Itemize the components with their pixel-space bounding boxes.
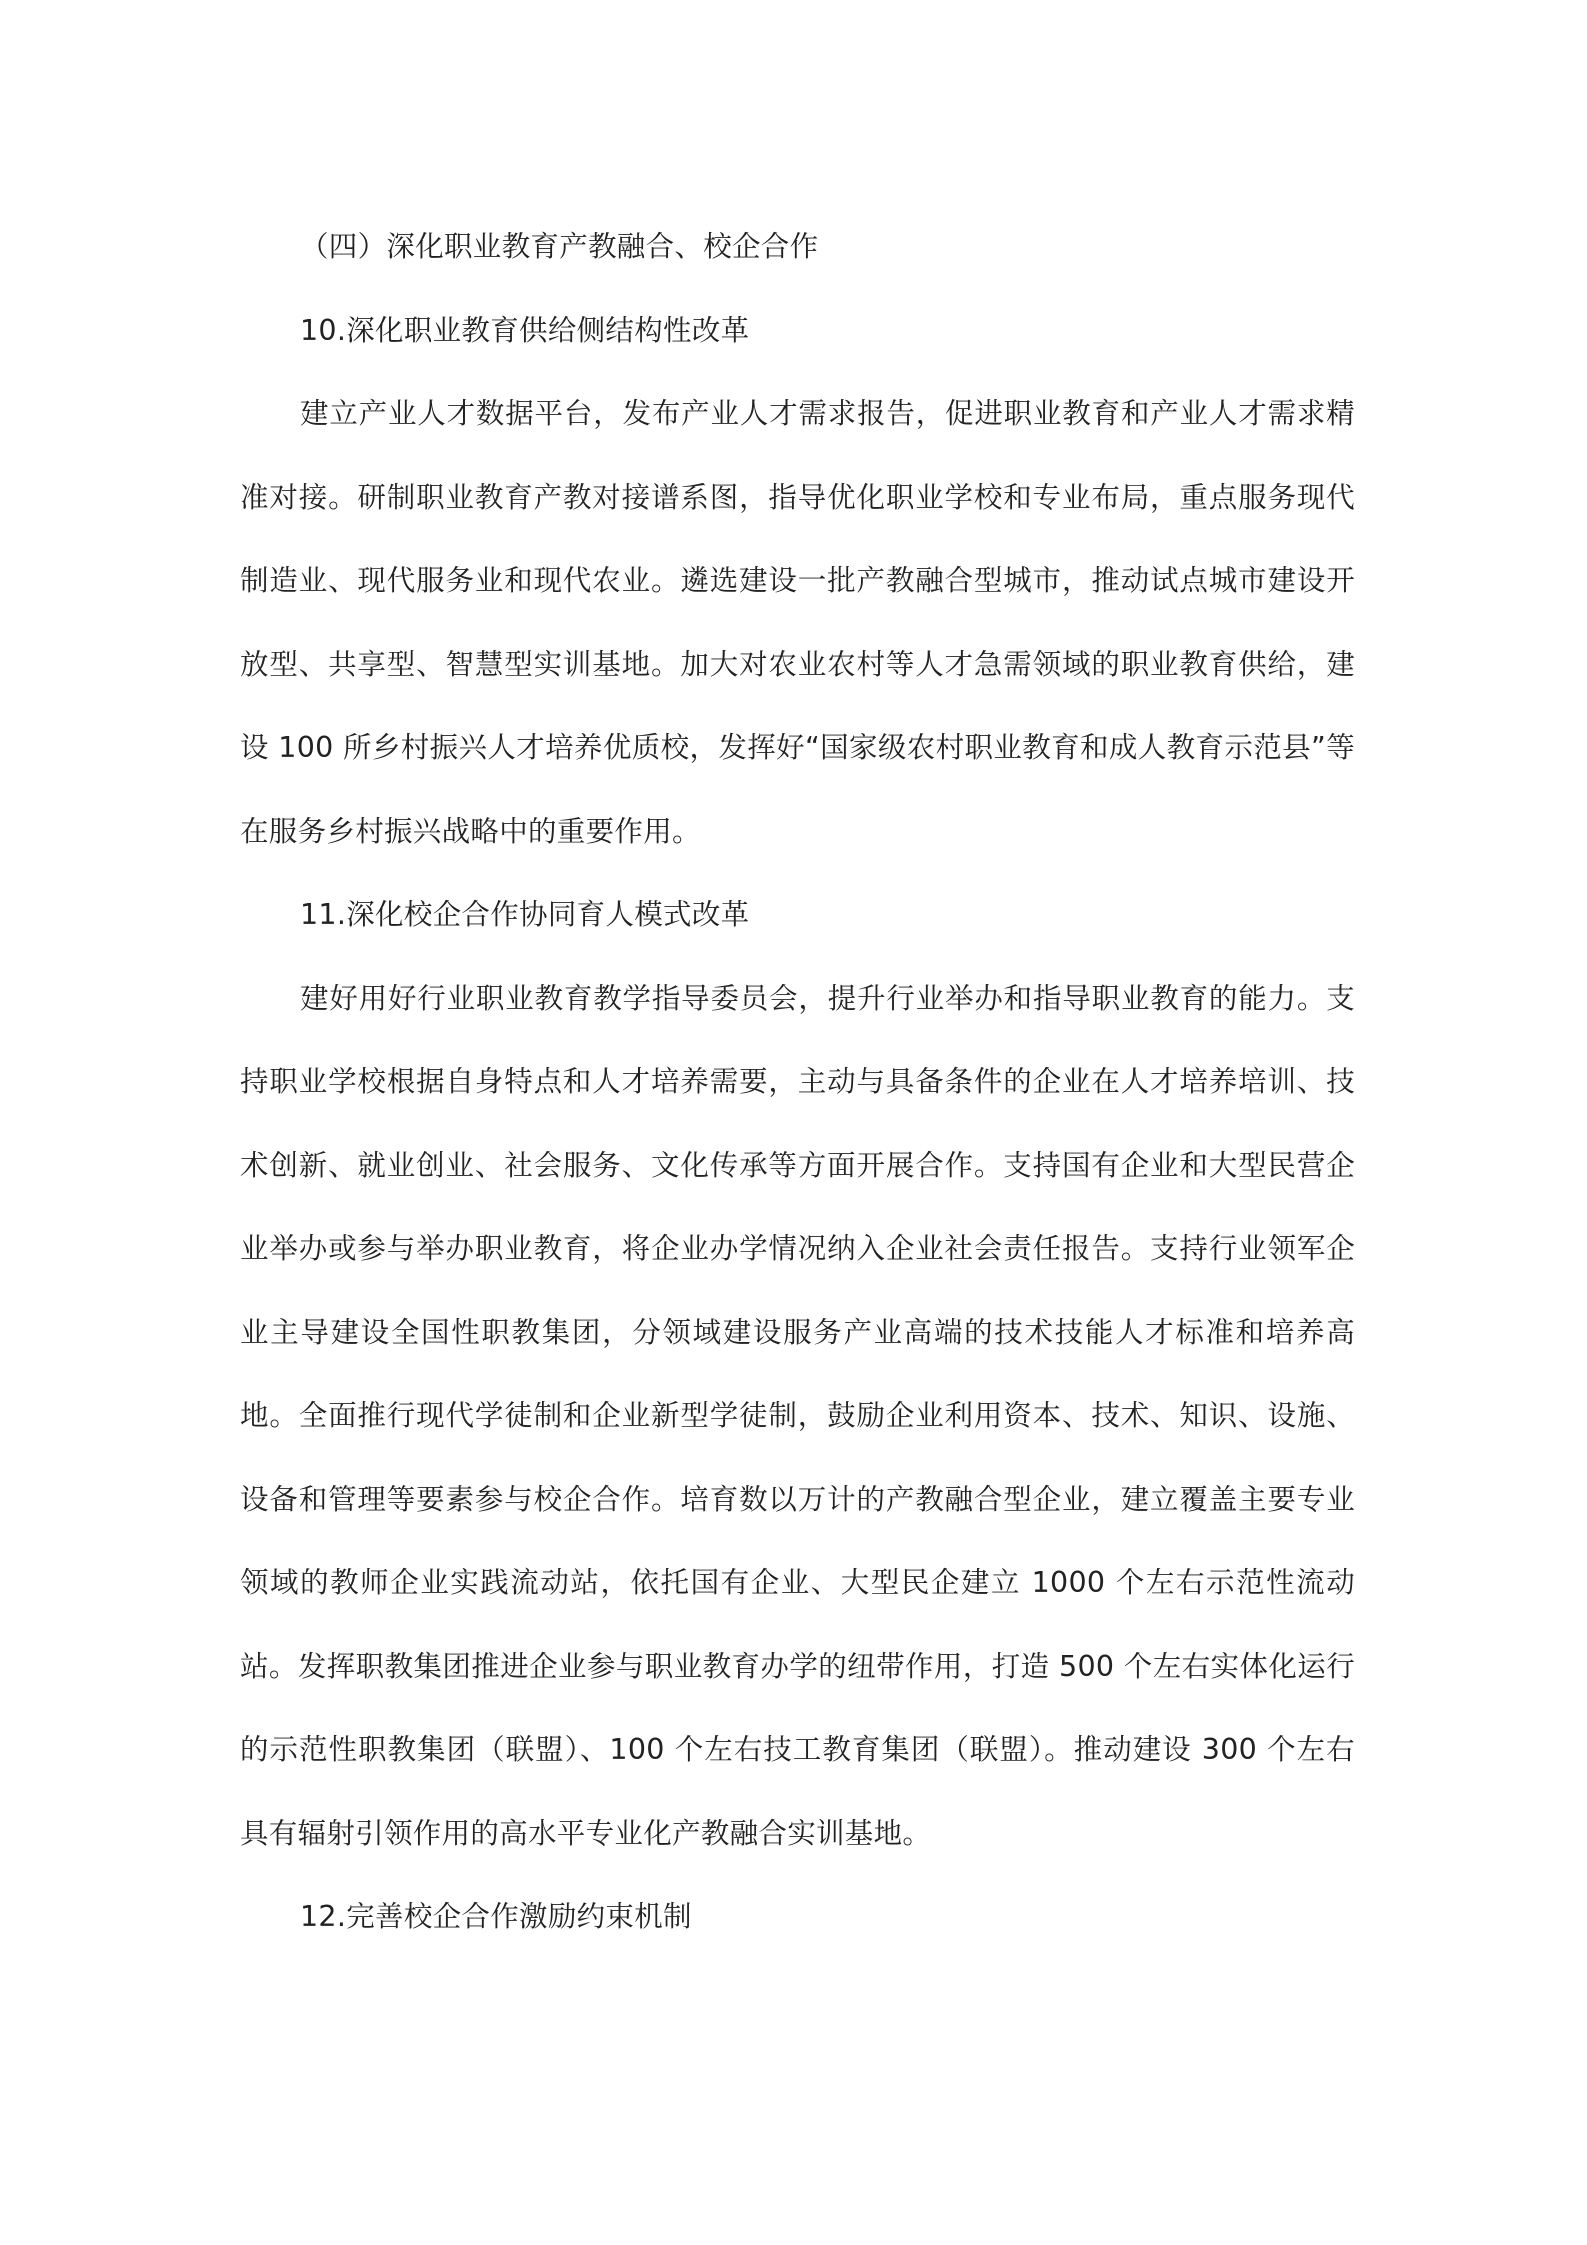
section-heading: （四）深化职业教育产教融合、校企合作 [300,230,819,263]
subsection-heading-12: 12.完善校企合作激励约束机制 [300,1900,692,1933]
subsection-heading-10: 10.深化职业教育供给侧结构性改革 [300,313,750,347]
paragraph-11: 建好用好行业职业教育教学指导委员会，提升行业举办和指导职业教育的能力。支持职业学校根据自身特点和人才培养需要，主动与具备条件的企业在人才培养培训、技术创新、就业创业、社会服务、文化传承等方面开展合作。支持国有企业和大型民营企业举办或参与举办职业教育，将企业办学情况纳入企业社会责任报告。支持行业领军企业主导建设全国性职教集团，分领域建设服务产业高端的技术技能人才标准和培养高地。全面推行现代学徒制和企业新型学徒制，鼓励企业利用资本、技术、知识、设施、设备和管理等要素参与校企合作。培育数以万计的产教融合型企业，建立覆盖主要专业领域的教师企业实践流动站，依托国有企业、大型民企建立 1000 个左右示范性流动站。发挥职教集团推进企业参与职业教育办学的纽带作用，打造 500 个左右实体化运行的示范性职教集团（联盟）、100 个左右技工教育集团（联盟）。推动建设 300 个左右具有辐射引领作用的高水平专业化产教融合实训基地。 [240,981,1355,1850]
paragraph-10: 建立产业人才数据平台，发布产业人才需求报告，促进职业教育和产业人才需求精准对接。研制职业教育产教对接谱系图，指导优化职业学校和专业布局，重点服务现代制造业、现代服务业和现代农业。遴选建设一批产教融合型城市，推动试点城市建设开放型、共享型、智慧型实训基地。加大对农业农村等人才急需领域的职业教育供给，建设 100 所乡村振兴人才培养优质校，发挥好“国家级农村职业教育和成人教育示范县”等在服务乡村振兴战略中的重要作用。 [240,397,1355,848]
document-body [240,205,1355,1959]
subsection-heading-11: 11.深化校企合作协同育人模式改革 [300,898,750,931]
